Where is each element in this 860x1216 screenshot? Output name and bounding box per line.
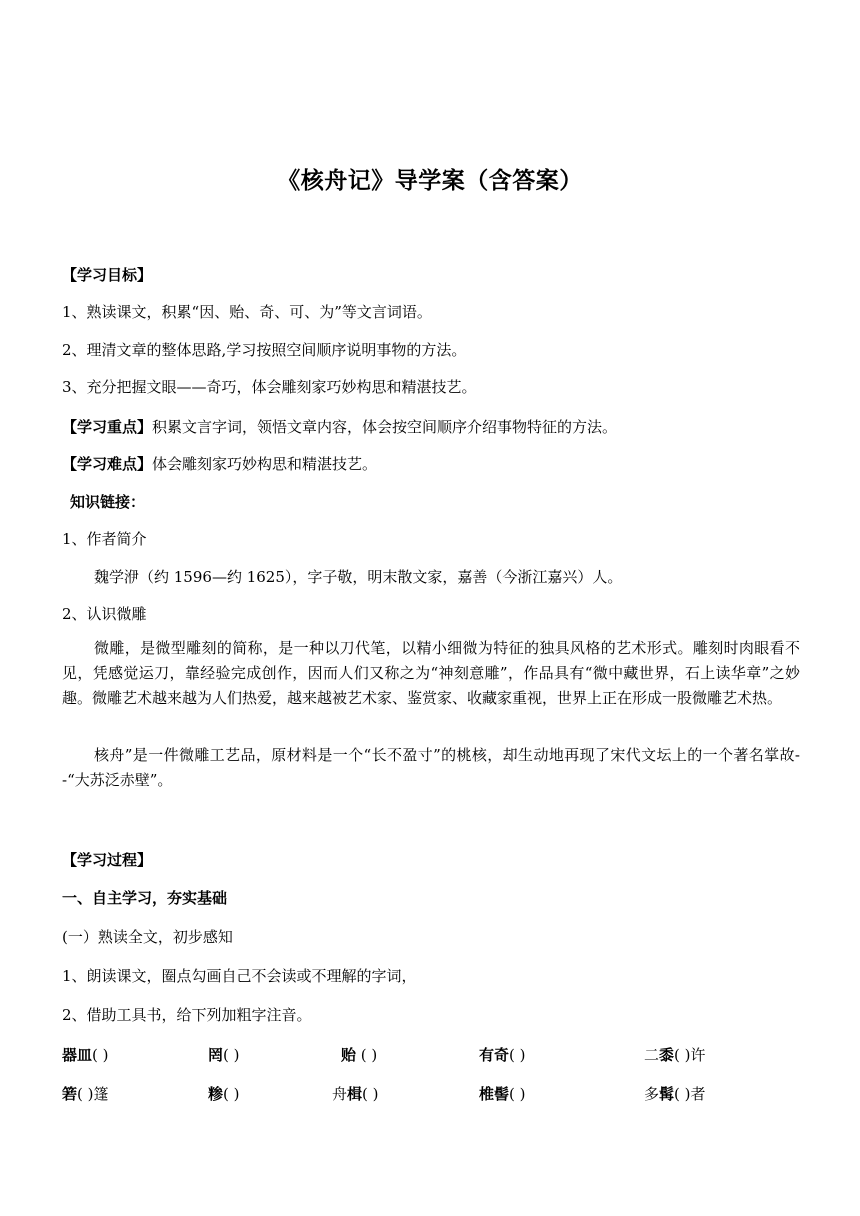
pinyin-blank: ( ) — [362, 1085, 379, 1103]
pinyin-prefix: 多 — [644, 1085, 660, 1103]
author-intro-text: 魏学洢（约 1596—约 1625），字子敬，明末散文家，嘉善（今浙江嘉兴）人。 — [94, 568, 623, 586]
pinyin-word: 罔 — [208, 1046, 224, 1064]
key-points-text: 积累文言字词，领悟文章内容，体会按空间顺序介绍事物特征的方法。 — [152, 418, 618, 436]
pinyin-blank: ( ) — [223, 1046, 240, 1064]
pinyin-word: 器皿 — [62, 1046, 93, 1064]
objective-item: 1、熟读课文，积累“因、贻、奇、可、为”等文言词语。 — [62, 303, 432, 321]
section-heading-process: 【学习过程】 — [62, 851, 153, 869]
nut-boat-paragraph: 核舟”是一件微雕工艺品，原材料是一个“长不盈寸”的桃核，却生动地再现了宋代文坛上的一个著名掌故--“大苏泛赤壁”。 — [62, 746, 800, 789]
difficulties — [62, 453, 377, 474]
pinyin-word: 髯 — [659, 1085, 675, 1103]
pinyin-word: 有奇 — [479, 1046, 510, 1064]
micro-carving-paragraph: 微雕，是微型雕刻的简称，是一种以刀代笔，以精小细微为特征的独具风格的艺术形式。雕刻时肉眼看不见，凭感觉运刀，靠经验完成创作，因而人们又称之为“神刻意雕”，作品具有“微中藏世界，石上读华章”之妙趣。微雕艺术越来越为人们热爱，越来越被艺术家、鉴赏家、收藏家重视，世界上正在形成一股微雕艺术热。 — [62, 639, 800, 707]
pinyin-blank: ( ) — [509, 1046, 526, 1064]
pinyin-blank: ( ) — [674, 1046, 691, 1064]
pinyin-blank: ( ) — [509, 1085, 526, 1103]
process-step: 2、借助工具书，给下列加粗字注音。 — [62, 1006, 312, 1024]
pinyin-prefix: 二 — [644, 1046, 660, 1064]
key-points-label: 【学习重点】 — [62, 418, 153, 436]
pinyin-suffix: 许 — [690, 1046, 706, 1064]
micro-carving-heading: 2、认识微雕 — [62, 605, 147, 623]
pinyin-word: 贻 — [341, 1046, 357, 1064]
objective-item: 3、充分把握文眼——奇巧，体会雕刻家巧妙构思和精湛技艺。 — [62, 378, 477, 396]
pinyin-word: 黍 — [659, 1046, 675, 1064]
page-title: 《核舟记》导学案（含答案） — [277, 168, 583, 194]
process-subheading: (一）熟读全文，初步感知 — [62, 928, 233, 946]
pinyin-suffix: 篷 — [93, 1085, 109, 1103]
pinyin-blank: ( ) — [92, 1046, 109, 1064]
pinyin-prefix: 舟 — [332, 1085, 348, 1103]
pinyin-suffix: 者 — [690, 1085, 706, 1103]
difficulties-text: 体会雕刻家巧妙构思和精湛技艺。 — [152, 455, 378, 473]
pinyin-word: 楫 — [347, 1085, 363, 1103]
pinyin-blank: ( ) — [356, 1046, 378, 1064]
section-heading-objectives: 【学习目标】 — [62, 266, 153, 284]
pinyin-word: 箬 — [62, 1085, 78, 1103]
objective-item: 2、理清文章的整体思路,学习按照空间顺序说明事物的方法。 — [62, 341, 467, 359]
pinyin-blank: ( ) — [77, 1085, 94, 1103]
pinyin-word: 糁 — [208, 1085, 224, 1103]
author-intro-heading: 1、作者简介 — [62, 530, 147, 548]
pinyin-blank: ( ) — [674, 1085, 691, 1103]
key-points — [62, 416, 617, 437]
pinyin-word: 椎髻 — [479, 1085, 510, 1103]
difficulties-label: 【学习难点】 — [62, 455, 153, 473]
process-step: 1、朗读课文，圈点勾画自己不会读或不理解的字词， — [62, 967, 417, 985]
knowledge-link-heading: 知识链接： — [70, 493, 146, 511]
process-part-one-heading: 一、自主学习，夯实基础 — [62, 889, 228, 907]
pinyin-blank: ( ) — [223, 1085, 240, 1103]
